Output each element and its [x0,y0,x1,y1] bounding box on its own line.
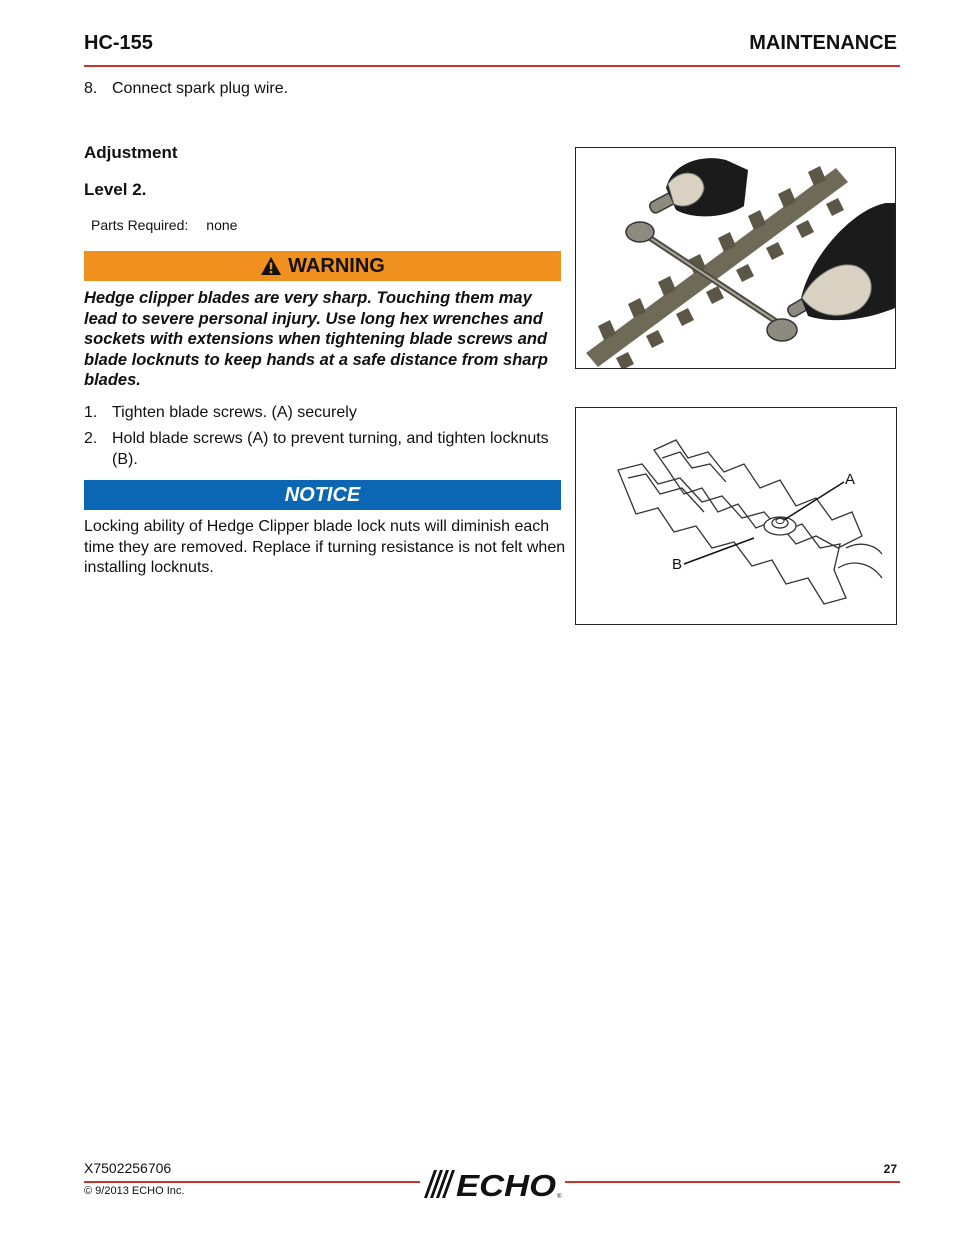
warning-triangle-icon [260,256,282,276]
header-divider [84,65,900,67]
warning-text: Hedge clipper blades are very sharp. Touching them may lead to severe personal injury. Use long hex wrenches and sockets with extensions when tightening blade screws and blade locknuts to keep hands at a safe distance from sharp blades. [84,289,548,389]
warning-banner [84,251,561,281]
logo-wordmark: ECHO [456,1168,556,1200]
step-text: Hold blade screws (A) to prevent turning, and tighten locknuts (B). [112,430,549,468]
adjustment-heading: Adjustment [84,143,178,162]
section-title: MAINTENANCE [749,32,897,54]
blade-screw-diagram [576,408,895,623]
echo-logo-graphic [420,1166,565,1200]
level-heading: Level 2. [84,180,147,199]
step-list [84,402,564,475]
parts-label: Parts Required: [91,217,189,233]
step-number: 1. [84,404,98,421]
parts-required [91,217,237,233]
echo-logo [420,1166,565,1200]
footer-divider-right [565,1181,900,1183]
warning-label: WARNING [288,254,385,277]
page-number: 27 [883,1162,897,1176]
blade-diagram [575,407,897,625]
notice-banner [84,480,561,510]
step-number: 2. [84,430,98,447]
wrench-photo [575,147,896,369]
step-8 [84,80,288,98]
notice-label: NOTICE [284,483,361,506]
step-text: Tighten blade screws. (A) securely [112,404,357,421]
label-b: B [672,556,683,573]
document-code: X7502256706 [84,1160,172,1176]
parts-value: none [206,217,238,233]
step-text: Connect spark plug wire. [112,80,289,97]
copyright: © 9/2013 ECHO Inc. [84,1185,185,1197]
label-a: A [845,471,856,488]
model-title: HC-155 [84,32,153,54]
footer-divider-left [84,1181,420,1183]
list-item [84,402,564,423]
svg-text:®: ® [557,1194,562,1200]
notice-text: Locking ability of Hedge Clipper blade lock nuts will diminish each time they are removed. Replace if turning resistance is not felt when installing locknuts. [84,518,566,576]
hedge-blade-wrench-illustration [576,148,895,368]
list-item [84,428,564,470]
step-number: 8. [84,80,98,97]
